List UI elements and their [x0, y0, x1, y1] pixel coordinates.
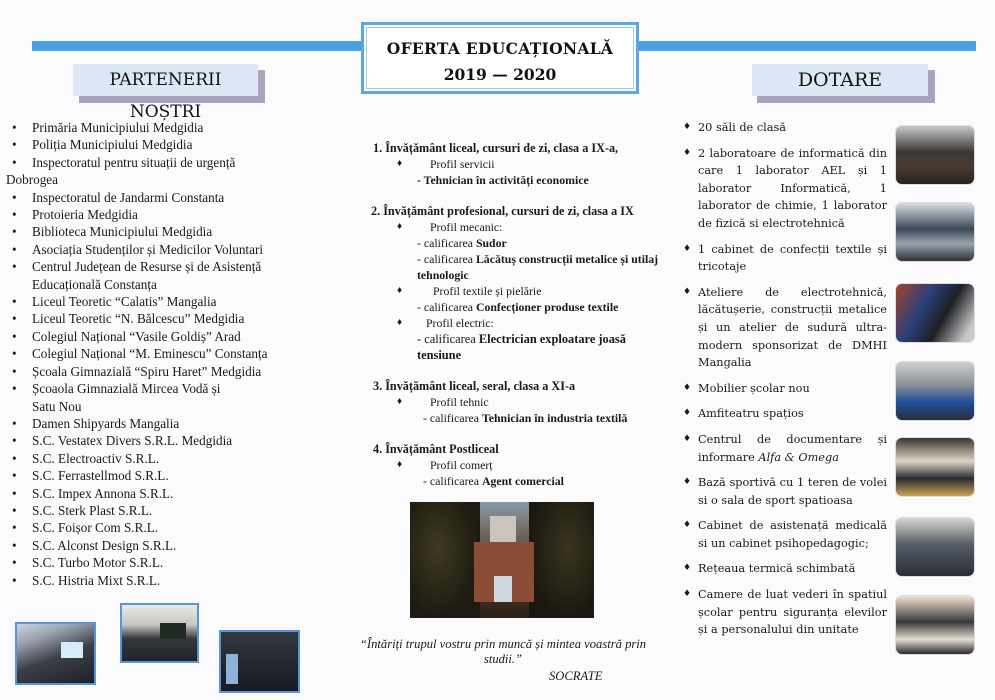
diamond-bullet-icon: ♦ [683, 433, 692, 444]
diamond-bullet-icon: ♦ [397, 396, 403, 407]
bullet-icon: • [12, 294, 17, 310]
list-item: ♦ 1 cabinet de confecții textile și tricotaje [683, 242, 887, 274]
quote-text: “Întăriți trupul vostru prin muncă și mintea voastră prin studii.” [359, 637, 647, 666]
lab-photo [896, 203, 974, 261]
diamond-bullet-icon: ♦ [397, 158, 403, 169]
list-item: ♦ Amfiteatru spațios [683, 405, 887, 423]
amphitheatre-photo [896, 518, 974, 576]
list-item: • S.C. Impex Annona S.R.L. [12, 485, 174, 501]
list-item: • S.C. Ferrastellmod S.R.L. [12, 468, 169, 484]
list-item: • Școaola Gimnazială Mircea Vodă și [12, 381, 221, 397]
list-item: ♦ Mobilier școlar nou [683, 380, 887, 398]
list-item: ♦ Rețeaua termică schimbată [683, 560, 887, 578]
qualification: - calificarea Electrician exploatare joasă tensiune [417, 332, 626, 362]
page-title: OFERTA EDUCAȚIONALĂ [386, 39, 614, 58]
list-item: • Colegiul Național “M. Eminescu” Constanța [12, 346, 268, 362]
diamond-bullet-icon: ♦ [397, 285, 403, 296]
workshop-photo [896, 284, 974, 342]
diamond-bullet-icon: ♦ [683, 477, 692, 488]
computer-lab-photo [896, 126, 974, 184]
bullet-icon: • [12, 120, 17, 135]
list-item-continuation: Educațională Constanța [32, 276, 157, 292]
list-item-continuation: Satu Nou [32, 398, 82, 414]
bullet-icon: • [12, 450, 17, 466]
qualification: - Tehnician în activități economice [417, 173, 589, 187]
list-item: • S.C. Foișor Com S.R.L. [12, 520, 159, 536]
offer-heading: 1. Învățământ liceal, cursuri de zi, clasa a IX-a, [373, 141, 619, 155]
list-item: • Biblioteca Municipiului Medgidia [12, 224, 213, 240]
bullet-icon: • [12, 311, 17, 327]
bullet-icon: • [12, 328, 17, 344]
list-item: • S.C. Histria Mixt S.R.L. [12, 572, 161, 588]
diamond-bullet-icon: ♦ [397, 221, 403, 232]
diamond-bullet-icon: ♦ [683, 122, 692, 132]
alfa-omega-name: Alfa & Omega [758, 450, 839, 464]
classroom-photo-2 [120, 603, 199, 663]
bullet-icon: • [12, 363, 17, 379]
bullet-icon: • [12, 520, 17, 536]
offer-section-3 [361, 378, 661, 426]
qualification: - calificarea Lăcătuș construcții metalice și utilaj tehnologic [417, 252, 659, 282]
bullet-icon: • [12, 207, 17, 223]
offer-section-4 [361, 441, 661, 489]
list-item: • Inspectoratul de Jandarmi Constanta [12, 189, 225, 205]
list-item: • Școala Gimnazială “Spiru Haret” Medgidia [12, 363, 262, 379]
list-item: • Centrul Județean de Resurse și de Asistență [12, 259, 262, 275]
diamond-bullet-icon: ♦ [397, 317, 403, 328]
list-item: • Protoieria Medgidia [12, 207, 138, 223]
list-item: • S.C. Vestatex Divers S.R.L. Medgidia [12, 433, 233, 449]
bullet-icon: • [12, 381, 17, 397]
list-item: • Colegiul Național “Vasile Goldiș” Arad [12, 328, 241, 344]
list-item: • S.C. Electroactiv S.R.L. [12, 450, 160, 466]
quote-author: SOCRATE [549, 669, 603, 683]
list-item: • S.C. Turbo Motor S.R.L. [12, 555, 164, 571]
list-item: ♦ Bază sportivă cu 1 teren de volei si o sala de sport spatioasa [683, 476, 887, 507]
bullet-icon: • [12, 468, 17, 484]
list-item: ♦ Cabinet de asistenață medicală si un cabinet psihopedagogic; [683, 519, 887, 550]
list-item: ♦ Ateliere de electrotehnică, lăcătușerie, construcții metalice și un atelier de sudură ultra-modern sponsorizat de DMHI Mangalia [683, 285, 887, 370]
school-building-photo [410, 502, 594, 618]
school-year: 2019 — 2020 [443, 65, 557, 84]
list-item: ♦ Centrul de documentare și informare Alfa & Omega [683, 432, 887, 464]
qualification: - calificarea Sudor [417, 236, 507, 250]
list-item: • S.C. Sterk Plast S.R.L. [12, 502, 153, 518]
diamond-bullet-icon: ♦ [683, 382, 692, 393]
diamond-bullet-icon: ♦ [683, 589, 692, 600]
profile: ♦ Profil servicii [397, 157, 495, 171]
profile: ♦ Profil electric: [397, 316, 494, 330]
bullet-icon: • [12, 224, 17, 240]
profile: ♦ Profil textile și pielărie [397, 284, 542, 298]
bullet-icon: • [12, 433, 17, 449]
diamond-bullet-icon: ♦ [683, 408, 692, 419]
qualification: - calificarea Tehnician în industria textilă [423, 411, 628, 425]
list-item: • Inspectoratul pentru situații de urgență [12, 154, 236, 170]
diamond-bullet-icon: ♦ [683, 243, 692, 254]
classroom-photo-1 [15, 622, 96, 685]
bullet-icon: • [12, 485, 17, 501]
library-photo [896, 438, 974, 496]
list-item: • Liceul Teoretic “Calatis” Mangalia [12, 294, 217, 310]
bullet-icon: • [12, 346, 17, 362]
bullet-icon: • [12, 241, 17, 257]
bullet-icon: • [12, 502, 17, 518]
classroom-photo-3 [219, 630, 300, 693]
partners-list [6, 119, 326, 589]
bullet-icon: • [12, 189, 17, 205]
qualification: - calificarea Confecționer produse textile [417, 300, 619, 314]
offer-heading: 4. Învățământ Postliceal [373, 442, 499, 456]
partners-heading: PARTENERII NOȘTRI [73, 64, 258, 96]
profile: ♦ Profil mecanic: [397, 220, 503, 234]
offer-section-2 [361, 203, 661, 363]
educational-offer [361, 140, 661, 504]
diamond-bullet-icon: ♦ [397, 459, 403, 470]
bullet-icon: • [12, 137, 17, 153]
title-box [361, 22, 639, 94]
students-photo [896, 596, 974, 654]
bullet-icon: • [12, 415, 17, 431]
bullet-icon: • [12, 259, 17, 275]
diamond-bullet-icon: ♦ [683, 147, 692, 158]
list-item: • Damen Shipyards Mangalia [12, 415, 180, 431]
bullet-icon: • [12, 537, 17, 553]
list-item: ♦ 2 laboratoare de informatică din care 1 laborator AEL și 1 laborator Informatică, 1 laborator de chimie, 1 laborator de fizică si electrotehnică [683, 146, 887, 230]
offer-section-1 [361, 140, 661, 188]
qualification: - calificarea Agent comercial [423, 474, 564, 488]
sports-team-photo [896, 362, 974, 420]
list-item: ♦ Camere de luat vederi în spatiul școlar pentru siguranța elevilor și a personalului din unitate [683, 588, 887, 637]
list-item: ♦ 20 săli de clasă [683, 119, 887, 137]
bullet-icon: • [12, 572, 17, 588]
profile: ♦ Profil tehnic [397, 395, 489, 409]
bullet-icon: • [12, 555, 17, 571]
list-item: • Poliția Municipiului Medgidia [12, 137, 193, 153]
list-item-continuation: Dobrogea [6, 172, 58, 188]
diamond-bullet-icon: ♦ [683, 520, 692, 531]
dotare-heading: DOTARE [752, 64, 928, 96]
list-item: • Primăria Municipiului Medgidia [12, 120, 204, 135]
list-item: • S.C. Alconst Design S.R.L. [12, 537, 177, 553]
list-item: • Liceul Teoretic “N. Bălcescu” Medgidia [12, 311, 245, 327]
offer-heading: 3. Învățământ liceal, seral, clasa a XI-a [373, 379, 576, 393]
diamond-bullet-icon: ♦ [683, 286, 692, 297]
offer-heading: 2. Învățământ profesional, cursuri de zi, clasa a IX [371, 204, 634, 218]
facilities-list [683, 119, 887, 647]
list-item: • Asociația Studenților și Medicilor Voluntari [12, 241, 263, 257]
profile: ♦ Profil comerț [397, 458, 493, 472]
bullet-icon: • [12, 154, 17, 170]
diamond-bullet-icon: ♦ [683, 563, 692, 574]
